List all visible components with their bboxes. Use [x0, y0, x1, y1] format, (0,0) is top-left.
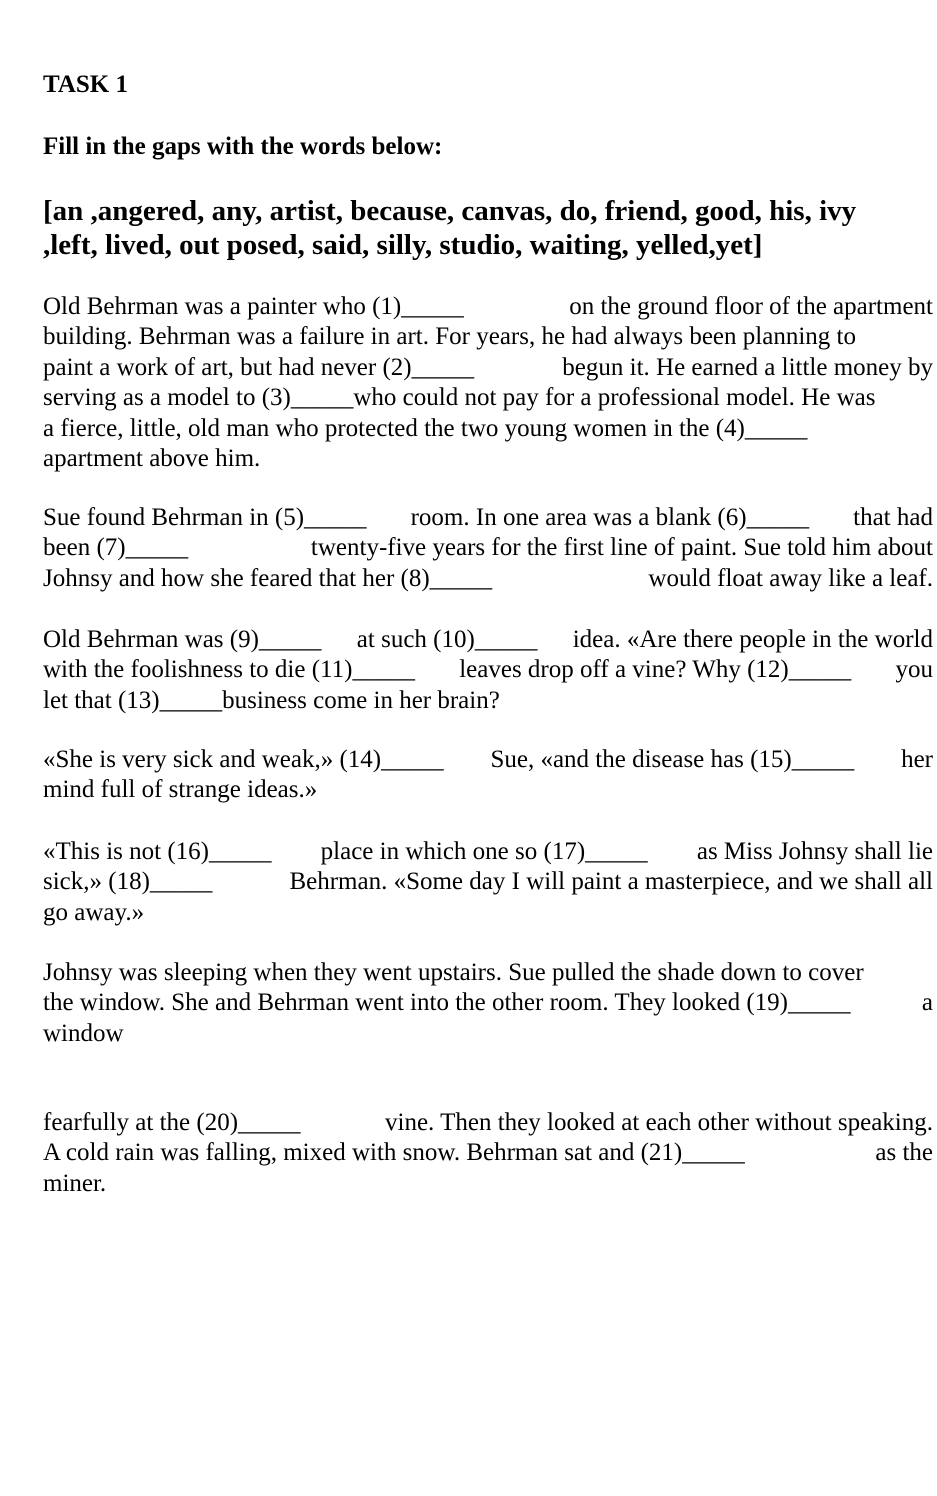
paragraph-line: [43, 867, 933, 897]
text-segment: would float away like a leaf.: [648, 564, 933, 592]
paragraph-line: [43, 655, 933, 685]
paragraph-line: [43, 686, 933, 716]
paragraph-line: [43, 414, 933, 444]
text-segment: leaves drop off a vine? Why (12)_____: [459, 656, 852, 684]
text-segment: place in which one so (17)_____: [320, 838, 648, 865]
paragraph-6: [43, 958, 933, 1049]
text-segment: a: [921, 989, 933, 1017]
word-bank-line: [an ,angered, any, artist, because, canvas, do, friend, good, his, ivy: [43, 195, 857, 227]
paragraph-line: [43, 1169, 933, 1199]
paragraph-line: [43, 775, 933, 805]
paragraph-line: [43, 444, 933, 474]
paragraph-line: [43, 988, 933, 1018]
text-segment: go away.»: [43, 898, 145, 926]
paragraph-4: [43, 745, 933, 806]
text-segment: sick,» (18)_____: [43, 868, 213, 896]
paragraph-line: [43, 837, 933, 867]
paragraph-line: [43, 322, 933, 352]
paragraph-line: [43, 503, 933, 533]
text-segment: that had: [853, 504, 933, 531]
text-segment: Johnsy and how she feared that her (8)_____: [43, 564, 493, 592]
text-segment: as the: [875, 1139, 933, 1167]
text-segment: window: [43, 1019, 124, 1047]
text-segment: on the ground floor of the apartment: [569, 293, 933, 320]
task-title: TASK 1: [43, 71, 128, 98]
text-segment: «She is very sick and weak,» (14)_____: [43, 746, 444, 773]
instruction-text: Fill in the gaps with the words below:: [43, 133, 443, 160]
text-segment: twenty-five years for the first line of paint. Sue told him about: [310, 534, 933, 562]
text-segment: with the foolishness to die (11)_____: [43, 656, 415, 684]
paragraph-line: [43, 898, 933, 928]
text-segment: her: [901, 746, 933, 773]
paragraph-line: [43, 958, 933, 988]
text-segment: A cold rain was falling, mixed with snow. Behrman sat and (21)_____: [43, 1139, 745, 1167]
text-segment: Old Behrman was a painter who (1)_____: [43, 293, 464, 320]
text-segment: Sue, «and the disease has (15)_____: [490, 746, 855, 773]
text-segment: Behrman. «Some day I will paint a masterpiece, and we shall all: [289, 868, 933, 896]
paragraph-line: [43, 533, 933, 563]
paragraph-line: [43, 564, 933, 594]
paragraph-line: [43, 625, 933, 655]
paragraph-line: [43, 1108, 933, 1138]
text-segment: fearfully at the (20)_____: [43, 1109, 301, 1136]
text-segment: vine. Then they looked at each other without speaking.: [385, 1109, 933, 1136]
paragraph-line: [43, 1138, 933, 1168]
text-segment: the window. She and Behrman went into the other room. They looked (19)_____: [43, 989, 851, 1017]
text-segment: as Miss Johnsy shall lie: [696, 838, 933, 865]
paragraph-line: [43, 1019, 933, 1049]
text-segment: Johnsy was sleeping when they went upstairs. Sue pulled the shade down to cover: [43, 959, 864, 986]
text-segment: miner.: [43, 1169, 107, 1197]
text-segment: Old Behrman was (9)_____: [43, 626, 322, 653]
word-bank: [43, 194, 923, 262]
text-segment: a fierce, little, old man who protected the two young women in the (4)_____: [43, 414, 808, 442]
word-bank-line: ,left, lived, out posed, said, silly, studio, waiting, yelled,yet]: [43, 229, 763, 261]
text-segment: paint a work of art, but had never (2)_____: [43, 353, 475, 381]
paragraph-line: [43, 745, 933, 775]
paragraph-line: [43, 353, 933, 383]
text-segment: room. In one area was a blank (6)_____: [410, 504, 810, 531]
text-segment: apartment above him.: [43, 444, 261, 472]
text-segment: Sue found Behrman in (5)_____: [43, 504, 367, 531]
paragraph-5: [43, 837, 933, 928]
text-segment: at such (10)_____: [356, 626, 538, 653]
text-segment: let that (13)_____business come in her brain?: [43, 686, 500, 714]
text-segment: begun it. He earned a little money by: [562, 353, 933, 381]
text-segment: mind full of strange ideas.»: [43, 776, 318, 804]
text-segment: building. Behrman was a failure in art. For years, he had always been planning to: [43, 323, 856, 351]
text-segment: serving as a model to (3)_____who could not pay for a professional model. He was: [43, 384, 876, 412]
text-segment: idea. «Are there people in the world: [572, 626, 933, 653]
paragraph-7: [43, 1108, 933, 1199]
text-segment: «This is not (16)_____: [43, 838, 272, 865]
paragraph-line: [43, 383, 933, 413]
paragraph-line: [43, 292, 933, 322]
paragraph-3: [43, 625, 933, 716]
text-segment: been (7)_____: [43, 534, 189, 562]
paragraph-1: [43, 292, 933, 474]
text-segment: you: [895, 656, 933, 684]
paragraph-2: [43, 503, 933, 594]
